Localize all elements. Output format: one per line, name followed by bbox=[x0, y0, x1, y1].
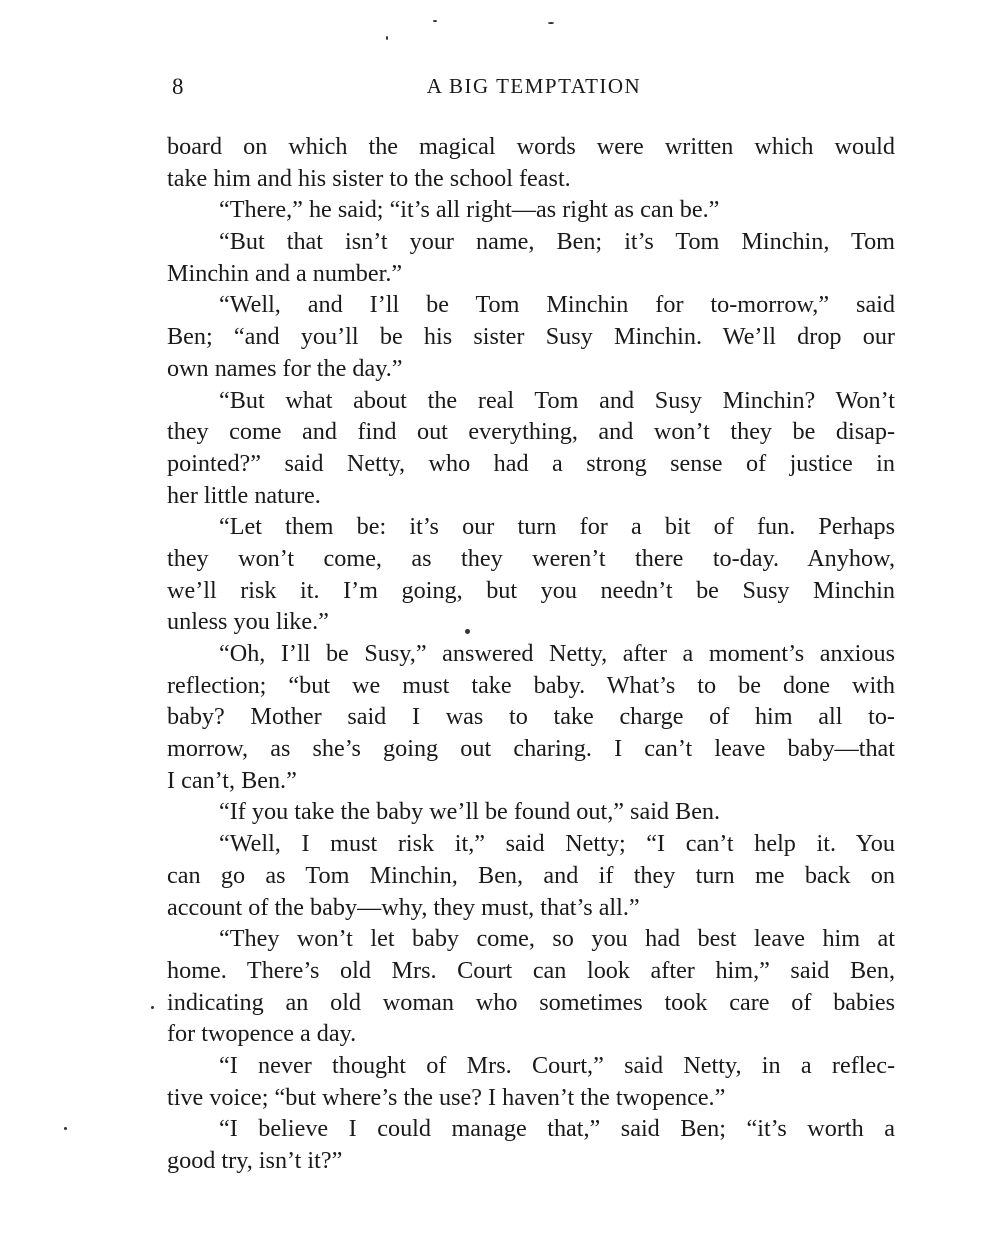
text-line: “Well, I must risk it,” said Netty; “I can’t help it. You bbox=[219, 830, 895, 858]
text-line: morrow, as she’s going out charing. I can’t leave baby—that bbox=[167, 735, 895, 763]
text-line: board on which the magical words were written which would bbox=[167, 133, 895, 160]
page-header bbox=[172, 74, 896, 106]
text-line: unless you like.” bbox=[167, 608, 329, 636]
text-line: take him and his sister to the school feast. bbox=[167, 164, 571, 192]
print-speck bbox=[386, 36, 388, 40]
text-line: pointed?” said Netty, who had a strong sense of justice in bbox=[167, 449, 895, 477]
text-line: Minchin and a number.” bbox=[167, 259, 403, 287]
text-line: “But that isn’t your name, Ben; it’s Tom Minchin, Tom bbox=[219, 228, 895, 256]
print-speck bbox=[433, 20, 437, 22]
text-line: indicating an old woman who sometimes took care of babies bbox=[167, 988, 895, 1016]
text-line: “I never thought of Mrs. Court,” said Netty, in a reflec- bbox=[219, 1051, 895, 1079]
text-line: “They won’t let baby come, so you had best leave him at bbox=[219, 925, 895, 953]
page-number: 8 bbox=[172, 74, 184, 99]
text-line: reflection; “but we must take baby. What’s to be done with bbox=[167, 671, 895, 699]
text-line: can go as Tom Minchin, Ben, and if they turn me back on bbox=[167, 861, 895, 889]
text-line: home. There’s old Mrs. Court can look after him,” said Ben, bbox=[167, 956, 895, 984]
text-line: her little nature. bbox=[167, 481, 321, 509]
text-line: baby? Mother said I was to take charge of him all to- bbox=[167, 703, 895, 731]
text-line: “There,” he said; “it’s all right—as right as can be.” bbox=[219, 196, 720, 224]
text-line: Ben; “and you’ll be his sister Susy Minchin. We’ll drop our bbox=[167, 323, 895, 351]
text-line: account of the baby—why, they must, that’s all.” bbox=[167, 893, 640, 921]
text-line: good try, isn’t it?” bbox=[167, 1147, 343, 1174]
text-line: “Well, and I’ll be Tom Minchin for to-morrow,” said bbox=[219, 291, 895, 319]
text-line: “If you take the baby we’ll be found out,” said Ben. bbox=[219, 798, 721, 826]
text-line: for twopence a day. bbox=[167, 1020, 357, 1048]
print-speck bbox=[64, 1127, 67, 1130]
running-head: A BIG TEMPTATION bbox=[426, 74, 642, 98]
body-text bbox=[167, 131, 895, 1177]
text-line: they come and find out everything, and won’t they be disap- bbox=[167, 418, 895, 446]
text-line: we’ll risk it. I’m going, but you needn’t be Susy Minchin bbox=[167, 576, 895, 604]
text-line: they won’t come, as they weren’t there to-day. Anyhow, bbox=[167, 544, 895, 572]
print-speck bbox=[548, 22, 554, 24]
text-line: “I believe I could manage that,” said Ben; “it’s worth a bbox=[219, 1115, 895, 1143]
print-speck bbox=[151, 1006, 154, 1009]
text-line: I can’t, Ben.” bbox=[167, 766, 297, 794]
text-line: “But what about the real Tom and Susy Minchin? Won’t bbox=[219, 386, 895, 414]
text-line: tive voice; “but where’s the use? I haven’t the twopence.” bbox=[167, 1083, 726, 1111]
text-line: own names for the day.” bbox=[167, 354, 403, 382]
text-line: “Oh, I’ll be Susy,” answered Netty, after a moment’s anxious bbox=[219, 640, 895, 667]
text-line: “Let them be: it’s our turn for a bit of fun. Perhaps bbox=[219, 513, 895, 541]
